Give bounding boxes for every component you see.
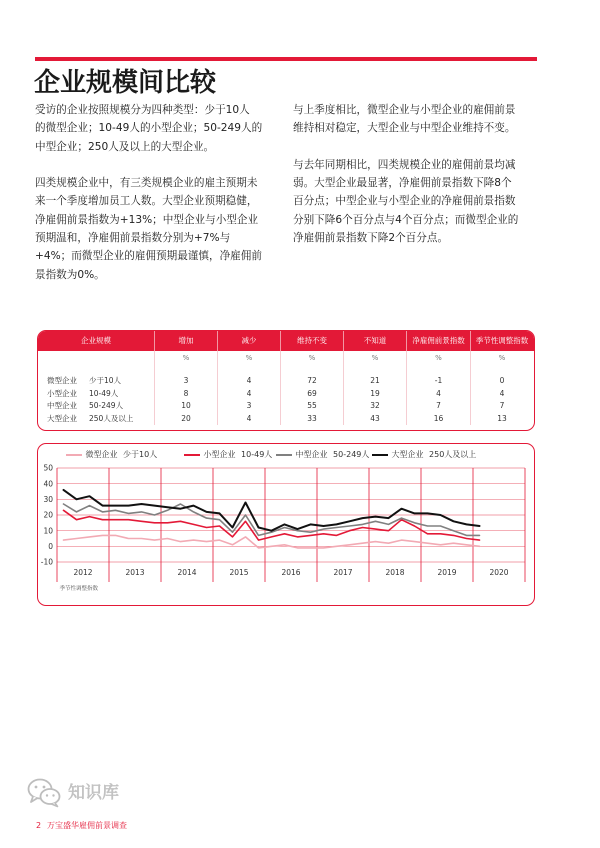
x-tick-label: 2020: [488, 567, 509, 577]
table-cell: 32: [343, 400, 406, 413]
body-text-line: 弱。大型企业最显著，净雇佣前景指数下降8个: [293, 177, 512, 190]
body-text-line: 中型企业；250人及以上的大型企业。: [35, 140, 215, 153]
row-label-cell: [38, 375, 154, 388]
legend-swatch: [276, 454, 292, 456]
table-cell: 21: [343, 375, 406, 388]
chart-footnote: 季节性调整指数: [59, 586, 99, 592]
page-footer: [36, 821, 127, 831]
column-header: 增加: [154, 331, 217, 351]
table-cell: 19: [343, 388, 406, 401]
x-tick-label: 2019: [436, 567, 457, 577]
table-cell: 16: [406, 413, 470, 426]
right-text-column: [293, 101, 538, 266]
legend-label: 微型企业 少于10人: [85, 450, 158, 459]
body-text-line: 来一个季度增加员工人数。大型企业预期稳健，: [35, 195, 258, 208]
table-cell: 4: [470, 388, 533, 401]
table-cell: 7: [406, 400, 470, 413]
legend-item: [372, 450, 477, 460]
body-text-line: 百分点；中型企业与小型企业的净雇佣前景指数: [293, 195, 516, 208]
column-header: 不知道: [343, 331, 406, 351]
page-title: 企业规模间比较: [34, 68, 217, 98]
legend-item: [276, 450, 370, 460]
publication-name: 万宝盛华雇佣前景调查: [47, 821, 127, 830]
table-cell: 13: [470, 413, 533, 426]
legend-swatch: [66, 454, 82, 456]
column-header: 维持不变: [280, 331, 343, 351]
row-label-cell: [38, 413, 154, 426]
row-label-cell: [38, 400, 154, 413]
column-header: 企业规模: [81, 336, 111, 345]
trend-line-chart: [37, 443, 535, 606]
company-size-name: 微型企业: [47, 376, 77, 385]
body-text-line: 预期温和，净雇佣前景指数分别为+7%与: [35, 232, 231, 245]
paragraph: [35, 101, 280, 156]
table-cell: 7: [470, 400, 533, 413]
body-text-line: 受访的企业按照规模分为四种类型：少于10人: [35, 104, 250, 116]
company-size-range: 少于10人: [89, 376, 122, 385]
legend-item: [66, 450, 158, 460]
body-text-line: 净雇佣前景指数下降2个百分点。: [293, 232, 449, 245]
x-tick-label: 2016: [280, 567, 301, 577]
unit-cell: %: [406, 351, 470, 375]
table-cell: 3: [154, 375, 217, 388]
table-cell: 20: [154, 413, 217, 426]
table-cell: 3: [217, 400, 280, 413]
body-text-line: 净雇佣前景指数为+13%；中型企业与小型企业: [35, 213, 259, 226]
company-size-range: 50-249人: [89, 401, 124, 410]
row-label-cell: [38, 388, 154, 401]
x-tick-label: 2017: [332, 567, 353, 577]
top-accent-rule: [35, 57, 537, 61]
column-header: 净雇佣前景指数: [406, 331, 470, 351]
table-cell: 4: [217, 375, 280, 388]
company-size-name: 大型企业: [47, 413, 77, 423]
company-size-table: [37, 330, 535, 431]
y-tick-label: 20: [42, 510, 53, 520]
table-cell: 0: [470, 375, 533, 388]
company-size-range: 10-49人: [89, 388, 119, 398]
body-text-line: +4%；而微型企业的雇佣预期最谨慎，净雇佣前: [35, 250, 262, 263]
x-tick-label: 2013: [124, 567, 145, 577]
table-row: [38, 388, 534, 401]
table-cell: 55: [280, 400, 343, 413]
series-line-4: [63, 489, 479, 530]
y-tick-label: -10: [40, 557, 53, 567]
table-row: [38, 400, 534, 413]
table-header-row: [38, 331, 534, 351]
table-cell: 4: [217, 413, 280, 426]
table-row: [38, 413, 534, 426]
table-cell: 69: [280, 388, 343, 401]
company-size-name: 中型企业: [47, 401, 77, 410]
table-cell: -1: [406, 375, 470, 388]
y-tick-label: 50: [42, 463, 53, 473]
legend-label: 小型企业 10-49人: [203, 450, 273, 459]
x-tick-label: 2014: [176, 567, 197, 577]
legend-label: 中型企业 50-249人: [295, 450, 370, 459]
body-text-line: 与上季度相比，微型企业与小型企业的雇佣前景: [293, 104, 516, 116]
unit-cell: %: [343, 351, 406, 375]
body-text-line: 维持相对稳定，大型企业与中型企业维持不变。: [293, 122, 516, 135]
legend-item: [184, 450, 273, 460]
body-text-line: 与去年同期相比，四类规模企业的雇佣前景均减: [293, 158, 516, 171]
table-units-row: [38, 351, 534, 375]
x-tick-label: 2012: [72, 567, 93, 577]
body-text-line: 景指数为0%。: [35, 268, 105, 281]
column-header: 减少: [217, 331, 280, 351]
table-cell: 10: [154, 400, 217, 413]
y-tick-label: 30: [42, 494, 53, 504]
watermark-text: 知识库: [68, 783, 119, 803]
page-number: 2: [36, 821, 42, 830]
legend-swatch: [372, 454, 388, 456]
legend-label: 大型企业 250人及以上: [391, 450, 477, 459]
trend-chart-panel: [37, 443, 535, 606]
table-cell: 33: [280, 413, 343, 426]
x-tick-label: 2018: [384, 567, 405, 577]
table-cell: 4: [406, 388, 470, 401]
table-cell: 43: [343, 413, 406, 426]
paragraph: [293, 101, 538, 138]
body-text-line: 四类规模企业中，有三类规模企业的雇主预期未: [35, 177, 258, 190]
unit-cell: %: [470, 351, 533, 375]
left-text-column: [35, 101, 280, 302]
company-size-range: 250人及以上: [89, 413, 134, 423]
unit-cell: %: [154, 351, 217, 375]
company-size-name: 小型企业: [47, 388, 77, 398]
table-cell: 4: [217, 388, 280, 401]
y-tick-label: 0: [47, 541, 53, 551]
table-row: [38, 375, 534, 388]
table-cell: 8: [154, 388, 217, 401]
body-text-line: 的微型企业；10-49人的小型企业；50-249人的: [35, 122, 263, 135]
unit-cell: [38, 351, 154, 375]
unit-cell: %: [217, 351, 280, 375]
unit-cell: %: [280, 351, 343, 375]
x-tick-label: 2015: [228, 567, 249, 577]
paragraph: [35, 174, 280, 284]
table-cell: 72: [280, 375, 343, 388]
legend-swatch: [184, 454, 200, 456]
paragraph: [293, 156, 538, 247]
column-header: 季节性调整指数: [470, 331, 533, 351]
wechat-icon: [27, 778, 61, 808]
y-tick-label: 40: [42, 478, 53, 488]
body-text-line: 分别下降6个百分点与4个百分点；而微型企业的: [293, 213, 519, 226]
y-tick-label: 10: [42, 525, 53, 535]
